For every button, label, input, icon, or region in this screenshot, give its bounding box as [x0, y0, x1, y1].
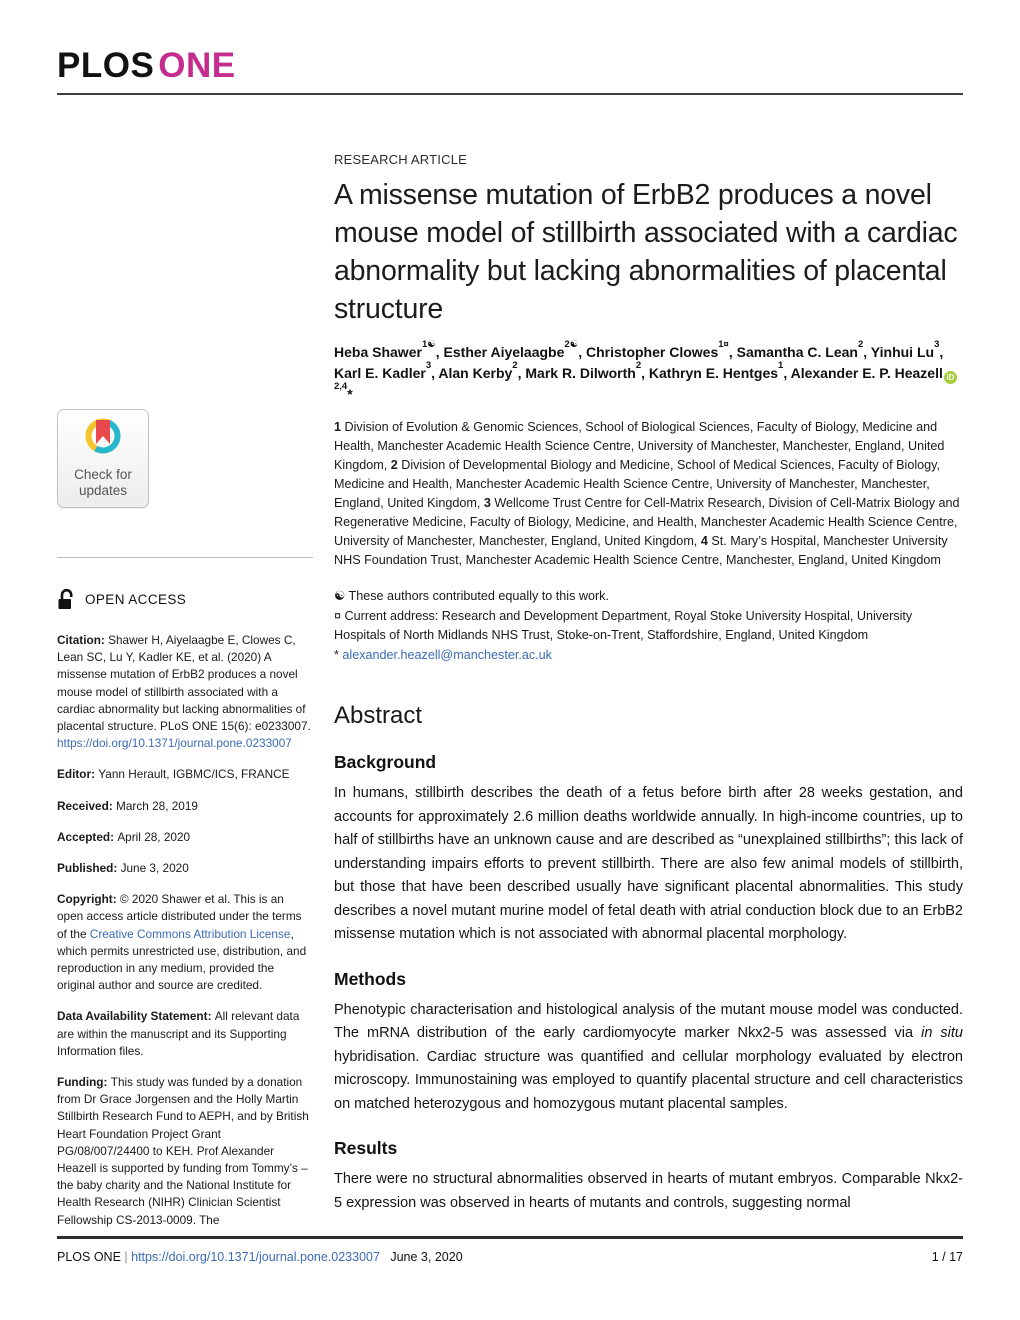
- open-access-badge: [57, 588, 313, 611]
- sidebar-data-availability: Data Availability Statement: All relevant data are within the manuscript and its Supporting Information files.: [57, 1009, 300, 1058]
- link[interactable]: Creative Commons Attribution License: [89, 926, 291, 941]
- logo-one: ONE: [158, 46, 236, 85]
- open-lock-icon: [57, 588, 76, 611]
- background-text: In humans, stillbirth describes the death of a fetus before birth after 28 weeks gestation, and accounts for approximately 2.6 million deaths worldwide annually. In high-income countries, up to half of stillbirths have an unknown cause and are described as “unexplained stillbirths”; this lack of understanding impairs efforts to prevent stillbirth. There are also few animal models of stillbirth, but those that have been described usually have significant placental abnormalities. This study describes a novel mutant murine model of fetal death with atrial conduction block due to an ErbB2 missense mutation which is not associated with abnormal placental morphology.: [334, 785, 963, 942]
- sidebar-editor: Editor: Yann Herault, IGBMC/ICS, FRANCE: [57, 767, 290, 782]
- check-updates-label-line1: Check for: [74, 467, 132, 482]
- current-address-note: ¤ Current address: Research and Development Department, Royal Stoke University Hospital, University Hospitals of North Midlands NHS Trust, Stoke-on-Trent, Staffordshire, England, United Kingdom: [334, 608, 913, 642]
- affiliations: 1 Division of Evolution & Genomic Sciences, School of Biological Sciences, Faculty of Biology, Medicine and Health, Manchester Academic Health Science Centre, University of Manchester, Manchester, England, United Kingdom, 2 Division of Developmental Biology and Medicine, School of Medical Sciences, Faculty of Biology, Medicine and Health, Manchester Academic Health Science Centre, University of Manchester, Manchester, England, United Kingdom, 3 Wellcome Trust Centre for Cell-Matrix Research, Division of Cell-Matrix Biology and Regenerative Medicine, Faculty of Biology, Medicine, and Health, Manchester Academic Health Science Centre, University of Manchester, Manchester, England, United Kingdom, 4 St. Mary’s Hospital, Manchester University NHS Foundation Trust, Manchester Academic Health Science Centre, Manchester, England, United Kingdom: [334, 420, 960, 567]
- results-heading: Results: [334, 1138, 398, 1158]
- article-main: [334, 95, 963, 1229]
- sidebar-funding: Funding: This study was funded by a donation from Dr Grace Jorgensen and the Holly Martin Stillbirth Research Fund to AEPH, and by British Heart Foundation Project Grant PG/08/007/24400 to KEH. Prof Alexander Heazell is supported by funding from Tommy’s – the baby charity and the National Institute for Health Research (NIHR) Clinician Scientist Fellowship CS-2013-0009. The: [57, 1075, 309, 1227]
- sidebar-divider: [57, 557, 313, 558]
- article-title: A missense mutation of ErbB2 produces a novel mouse model of stillbirth associated with a cardiac abnormality but lacking abnormalities of placental structure: [334, 179, 958, 325]
- link[interactable]: https://doi.org/10.1371/journal.pone.0233007: [131, 1250, 380, 1264]
- author-list: Heba Shawer$^{1☯}$, Esther Aiyelaagbe$^{2☯}$, Christopher Clowes$^{1¤}$, Samantha C. Lean$^2$, Yinhui Lu$^3$, Karl E. Kadler$^3$, Alan Kerby$^2$, Mark R. Dilworth$^2$, Kathryn E. Hentges$^1$, Alexander E. P. Heazell iD$^{2,4}$*: [334, 342, 963, 405]
- check-for-updates-badge[interactable]: [57, 409, 149, 508]
- abstract-heading: Abstract: [334, 702, 423, 729]
- background-heading: Background: [334, 752, 437, 772]
- page-footer: [57, 1236, 963, 1264]
- sidebar-citation: Citation: Shawer H, Aiyelaagbe E, Clowes C, Lean SC, Lu Y, Kadler KE, et al. (2020) A missense mutation of ErbB2 produces a novel mouse model of stillbirth associated with a cardiac abnormality but lacking abnormalities of placental structure. PLoS ONE 15(6): e0233007. https://doi.org/10.1371/journal.pone.0233007: [57, 633, 311, 751]
- author-notes: [334, 587, 963, 665]
- sidebar-received: Received: March 28, 2019: [57, 798, 198, 813]
- methods-heading: Methods: [334, 968, 406, 989]
- check-updates-label-line2: updates: [78, 483, 128, 498]
- results-text: There were no structural abnormalities observed in hearts of mutant embryos. Comparable Nkx2-5 expression was observed in hearts of mutants and controls, suggesting normal: [334, 1171, 963, 1211]
- article-type-label: RESEARCH ARTICLE: [334, 152, 467, 167]
- footer-journal-line: PLOS ONE | https://doi.org/10.1371/journal.pone.0233007 June 3, 2020: [57, 1250, 463, 1264]
- sidebar-copyright: Copyright: © 2020 Shawer et al. This is an open access article distributed under the terms of the Creative Commons Attribution License, which permits unrestricted use, distribution, and reproduction in any medium, provided the original author and source are credited.: [57, 892, 307, 993]
- equal-contribution-note: ☯ These authors contributed equally to this work.: [334, 589, 609, 603]
- logo-plos: PLOS: [57, 46, 155, 85]
- bookmark-icon: [96, 420, 110, 444]
- link[interactable]: https://doi.org/10.1371/journal.pone.0233007: [57, 736, 292, 751]
- plos-one-logo: [57, 46, 963, 86]
- journal-header: [57, 0, 963, 95]
- sidebar-accepted: Accepted: April 28, 2020: [57, 829, 191, 844]
- footer-page-number: 1 / 17: [931, 1250, 963, 1264]
- orcid-icon[interactable]: iD: [944, 371, 957, 384]
- sidebar: [57, 95, 313, 1229]
- sidebar-published: Published: June 3, 2020: [57, 861, 189, 876]
- corresponding-email-note: * alexander.heazell@manchester.ac.uk: [334, 647, 552, 662]
- link[interactable]: alexander.heazell@manchester.ac.uk: [342, 647, 552, 662]
- open-access-label: OPEN ACCESS: [85, 592, 187, 607]
- check-for-updates-icon: [80, 417, 126, 459]
- methods-text: Phenotypic characterisation and histological analysis of the mutant mouse model was conducted. The mRNA distribution of the early cardiomyocyte marker Nkx2-5 was assessed via in situ hybridisation. Cardiac structure was quantified and cellular morphology evaluated by electron microscopy. Immunostaining was employed to quantify placental structure and cell characteristics on matched heterozygous and homozygous mutant placental samples.: [334, 1001, 963, 1112]
